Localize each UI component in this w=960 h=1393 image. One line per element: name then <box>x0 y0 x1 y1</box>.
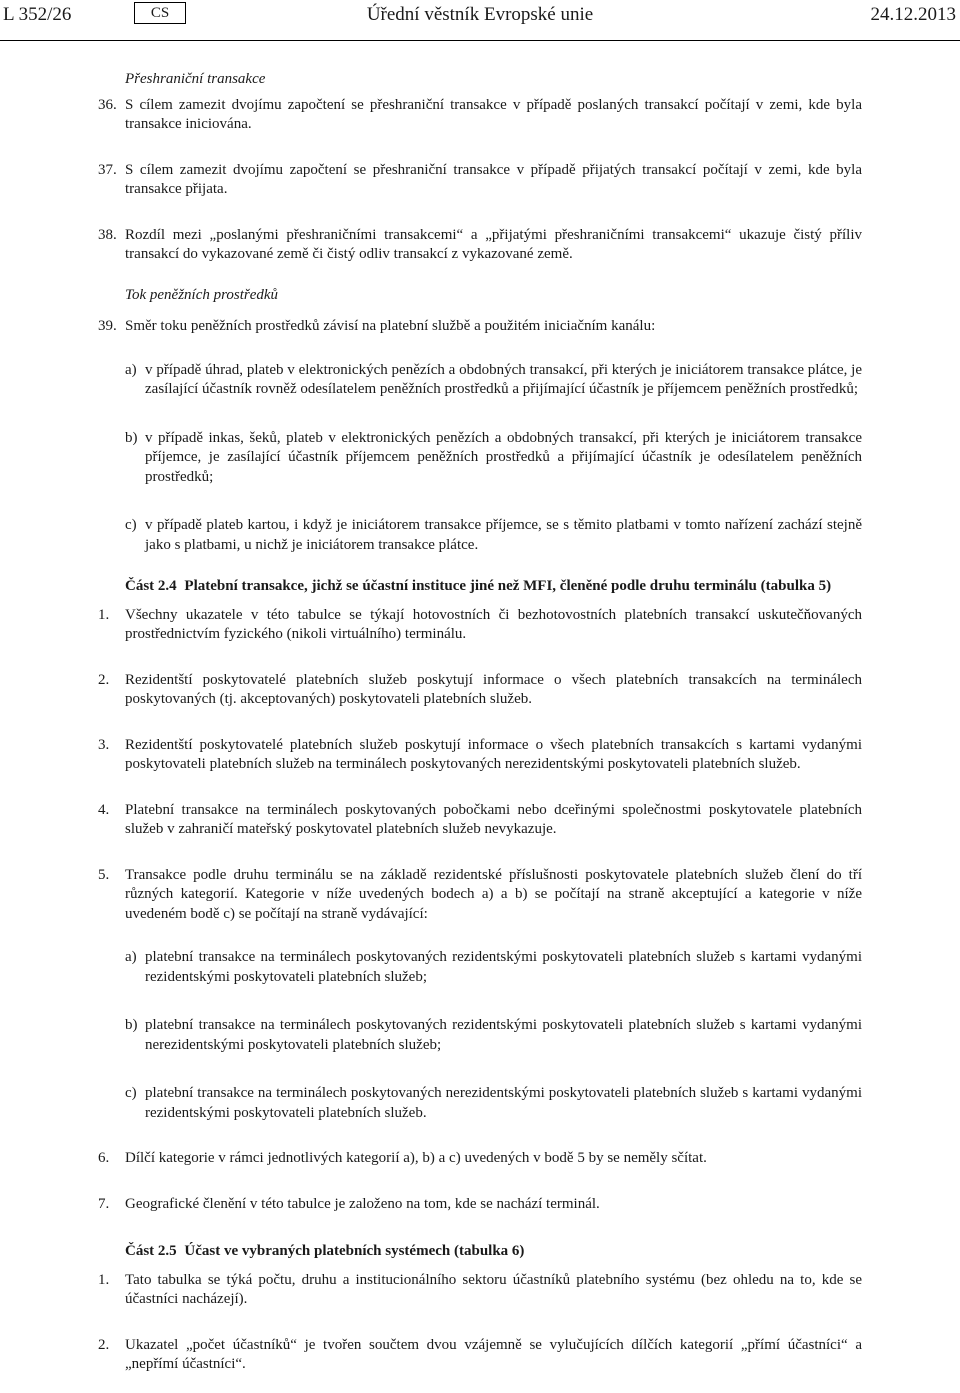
paragraph-number: 6. <box>98 1150 110 1166</box>
list-label: c) <box>125 517 137 533</box>
paragraph-2-4-2 <box>98 671 862 710</box>
paragraph-text: Platební transakce na terminálech poskytovaných pobočkami nebo dceřinými společnostmi poskytovatele platebních služeb v zahraničí mateřský poskytovatel platebních služeb nevykazuje. <box>125 801 862 837</box>
list-text: v případě plateb kartou, i když je iniciátorem transakce příjemce, se s těmito platbami v tomto nařízení zachází stejně jako s platbami, u nichž je iniciátorem transakce plátce. <box>145 517 862 553</box>
list-text: v případě inkas, šeků, plateb v elektronických penězích a obdobných transakcí, při kterých je iniciátorem transakce příjemce, je zasílající účastník příjemcem peněžních prostředků a přijímající účastník je odesílatelem peněžních prostředků; <box>145 429 862 485</box>
paragraph-number: 5. <box>98 866 110 883</box>
paragraph-text: Rozdíl mezi „poslanými přeshraničními transakcemi“ a „přijatými přeshraničními transakcemi“ ukazuje čistý příliv transakcí do vykazované země či čistý odliv transakcí z vykazované země. <box>125 226 862 262</box>
paragraph-text: S cílem zamezit dvojímu započtení se přeshraniční transakce v případě přijatých transakcí počítají v zemi, kde byla transakce přijata. <box>125 161 862 197</box>
paragraph-text: Transakce podle druhu terminálu se na základě rezidentské příslušnosti poskytovatele platebních služeb člení do tří různých kategorií. Kategorie v níže uvedených bodech a) a b) se počítají na straně akceptující a kategorie v níže uvedeném bodě c) se počítají na straně vydávající: <box>125 866 862 922</box>
list-item-2-4-5a <box>98 948 862 987</box>
paragraph-number: 3. <box>98 736 110 753</box>
section-heading-2-5 <box>98 1242 862 1262</box>
list-text: platební transakce na terminálech poskytovaných nerezidentskými poskytovateli platebních služeb s kartami vydanými rezidentskými poskytovateli platebních služeb. <box>145 1085 862 1121</box>
list-label: c) <box>125 1085 137 1101</box>
paragraph-text: Geografické členění v této tabulce je založeno na tom, kde se nachází terminál. <box>125 1195 600 1212</box>
paragraph-number: 39. <box>98 318 117 334</box>
document-body <box>98 70 862 1375</box>
paragraph-text: Rezidentští poskytovatelé platebních služeb poskytují informace o všech platebních transakcích s kartami vydanými poskytovateli platebních služeb na terminálech poskytovaných nerezidentskými poskytovateli platebních služeb. <box>125 736 862 772</box>
paragraph-2-4-6 <box>98 1149 862 1169</box>
paragraph-37 <box>98 161 862 200</box>
list-label: b) <box>125 1017 138 1033</box>
publication-date: 24.12.2013 <box>870 4 956 25</box>
list-item-2-4-5b <box>98 1016 862 1055</box>
paragraph-number: 1. <box>98 1271 110 1288</box>
list-item-39c <box>98 516 862 555</box>
list-label: b) <box>125 429 138 446</box>
paragraph-2-4-1 <box>98 606 862 645</box>
paragraph-2-4-3 <box>98 736 862 775</box>
section-title: Platební transakce, jichž se účastní instituce jiné než MFI, členěné podle druhu terminálu (tabulka 5) <box>184 578 832 594</box>
paragraph-2-4-4 <box>98 801 862 840</box>
paragraph-39 <box>98 317 862 337</box>
list-label: a) <box>125 361 137 378</box>
paragraph-number: 37. <box>98 161 117 178</box>
paragraph-text: Tato tabulka se týká počtu, druhu a institucionálního sektoru účastníků platebního systému (bez ohledu na to, kde se účastníci nacházejí). <box>125 1271 862 1307</box>
list-text: v případě úhrad, plateb v elektronických penězích a obdobných transakcí, při kterých je iniciátorem transakce plátce, je zasílající účastník rovněž odesílatelem peněžních prostředků a přijímající účastník je příjemcem peněžních prostředků; <box>145 361 862 397</box>
section-title: Účast ve vybraných platebních systémech (tabulka 6) <box>184 1243 525 1259</box>
paragraph-number: 1. <box>98 606 110 623</box>
subheading-cross-border: Přeshraniční transakce <box>125 71 266 87</box>
paragraph-text: Směr toku peněžních prostředků závisí na platební službě a použitém iniciačním kanálu: <box>125 318 656 334</box>
paragraph-number: 7. <box>98 1195 110 1212</box>
paragraph-number: 2. <box>98 1336 110 1353</box>
section-number: Část 2.4 <box>125 578 177 594</box>
list-label: a) <box>125 949 137 965</box>
paragraph-text: Dílčí kategorie v rámci jednotlivých kategorií a), b) a c) uvedených v bodě 5 by se neměly sčítat. <box>125 1150 707 1166</box>
paragraph-text: Rezidentští poskytovatelé platebních služeb poskytují informace o všech platebních transakcích na terminálech poskytovaných (tj. akceptovaných) poskytovateli platebních služeb. <box>125 671 862 707</box>
paragraph-2-4-5 <box>98 866 862 925</box>
paragraph-number: 38. <box>98 226 117 243</box>
paragraph-2-4-7 <box>98 1195 862 1215</box>
paragraph-38 <box>98 226 862 265</box>
page-header <box>0 0 960 41</box>
paragraph-2-5-2 <box>98 1336 862 1375</box>
paragraph-text: Ukazatel „počet účastníků“ je tvořen součtem dvou vzájemně se vylučujících dílčích kategorií „přímí účastníci“ a „nepřímí účastníci“. <box>125 1336 862 1372</box>
list-item-39b <box>98 429 862 488</box>
paragraph-text: Všechny ukazatele v této tabulce se týkají hotovostních či bezhotovostních platebních transakcí uskutečňovaných prostřednictvím fyzického (nikoli virtuálního) terminálu. <box>125 606 862 642</box>
list-text: platební transakce na terminálech poskytovaných rezidentskými poskytovateli platebních služeb s kartami vydanými rezidentskými poskytovateli platebních služeb; <box>145 949 862 985</box>
language-badge: CS <box>134 2 186 24</box>
paragraph-2-5-1 <box>98 1271 862 1310</box>
subheading-cash-flow: Tok peněžních prostředků <box>125 286 279 303</box>
section-number: Část 2.5 <box>125 1243 177 1259</box>
list-text: platební transakce na terminálech poskytovaných rezidentskými poskytovateli platebních služeb s kartami vydanými nerezidentskými poskytovateli platebních služeb; <box>145 1017 862 1053</box>
paragraph-number: 2. <box>98 671 110 688</box>
section-heading-2-4 <box>98 577 862 597</box>
list-item-39a <box>98 361 862 400</box>
paragraph-text: S cílem zamezit dvojímu započtení se přeshraniční transakce v případě poslaných transakcí počítají v zemi, kde byla transakce iniciována. <box>125 96 862 132</box>
journal-title: Úřední věstník Evropské unie <box>366 4 594 25</box>
page-reference: L 352/26 <box>3 4 72 25</box>
paragraph-number: 4. <box>98 801 110 818</box>
list-item-2-4-5c <box>98 1084 862 1123</box>
paragraph-36 <box>98 96 862 135</box>
paragraph-number: 36. <box>98 96 117 113</box>
